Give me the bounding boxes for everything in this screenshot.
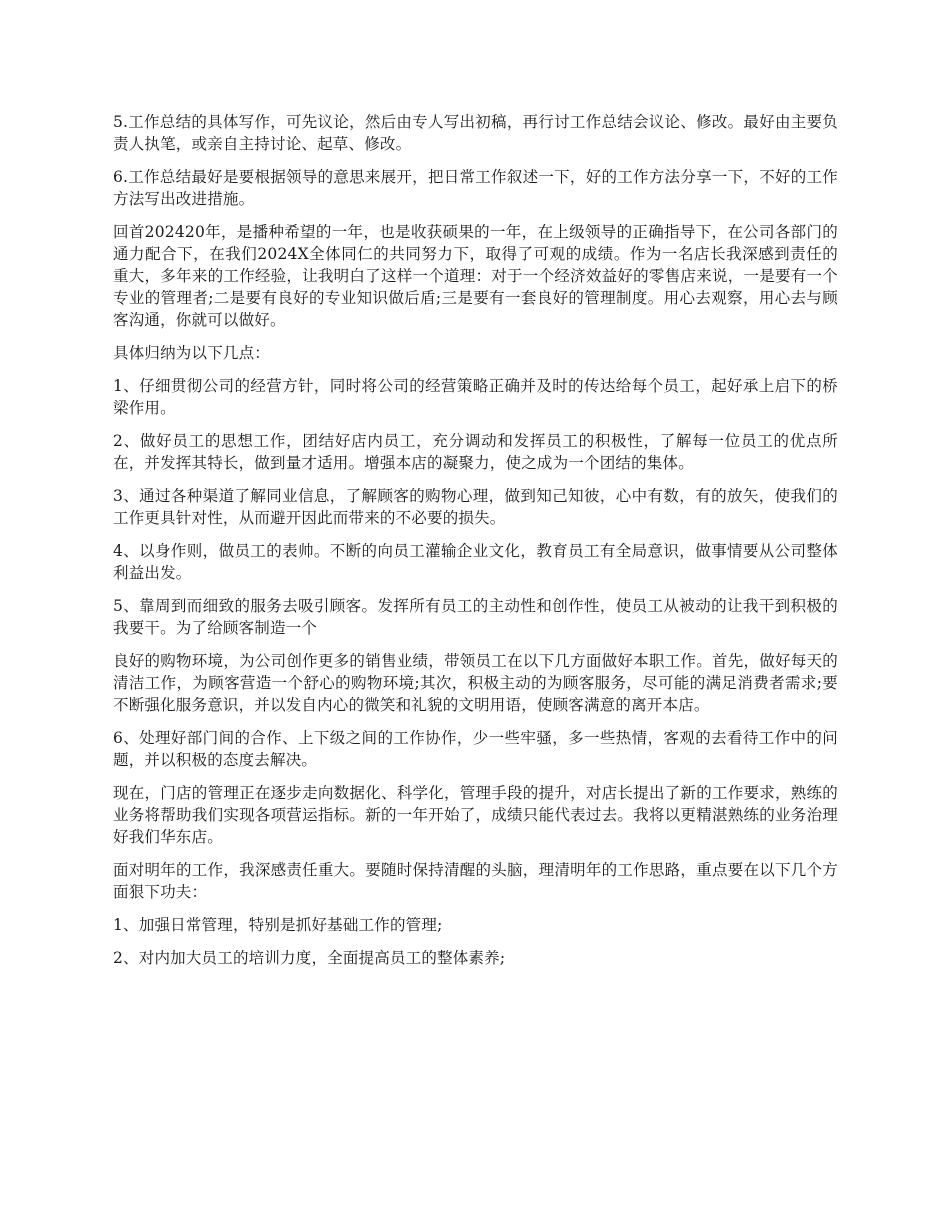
- list-item-cooperation: 6、处理好部门间的合作、上下级之间的工作协作，少一些牢骚，多一些热情，客观的去看待工作中的问题，并以积极的态度去解决。: [113, 729, 838, 769]
- list-item-staff-training: 2、对内加大员工的培训力度，全面提高员工的整体素养;: [113, 949, 506, 967]
- paragraph-store-management: 现在，门店的管理正在逐步走向数据化、科学化，管理手段的提升，对店长提出了新的工作要求，熟练的业务将帮助我们实现各项营运指标。新的一年开始了，成绩只能代表过去。我将以更精湛熟练的业务治理好我们华东店。: [113, 784, 838, 846]
- list-item-staff-morale: 2、做好员工的思想工作，团结好店内员工，充分调动和发挥员工的积极性，了解每一位员工的优点所在，并发挥其特长，做到量才适用。增强本店的凝聚力，使之成为一个团结的集体。: [113, 432, 838, 472]
- list-item-customer-service: 5、靠周到而细致的服务去吸引顾客。发挥所有员工的主动性和创作性，使员工从被动的让我干到积极的我要干。为了给顾客制造一个: [113, 597, 838, 637]
- paragraph-writing-process: 5.工作总结的具体写作，可先议论，然后由专人写出初稿，再行讨工作总结会议论、修改。最好由主要负责人执笔，或亲自主持讨论、起草、修改。: [113, 113, 838, 153]
- list-item-market-info: 3、通过各种渠道了解同业信息，了解顾客的购物心理，做到知己知彼，心中有数，有的放矢，使我们的工作更具针对性，从而避开因此而带来的不必要的损失。: [113, 487, 838, 527]
- paragraph-year-review: 回首202420年，是播种希望的一年，也是收获硕果的一年，在上级领导的正确指导下，在公司各部门的通力配合下，在我们2024X全体同仁的共同努力下，取得了可观的成绩。作为一名店长我深感到责任的重大，多年来的工作经验，让我明白了这样一个道理：对于一个经济效益好的零售店来说，一是要有一个专业的管理者;二是要有良好的专业知识做后盾;三是要有一套良好的管理制度。用心去观察，用心去与顾客沟通，你就可以做好。: [113, 223, 838, 329]
- paragraph-leadership-intent: 6.工作总结最好是要根据领导的意思来展开，把日常工作叙述一下，好的工作方法分享一下，不好的工作方法写出改进措施。: [113, 168, 838, 208]
- document-page: [113, 111, 838, 980]
- paragraph-next-year: 面对明年的工作，我深感责任重大。要随时保持清醒的头脑，理清明年的工作思路，重点要在以下几个方面狠下功夫：: [113, 861, 838, 901]
- list-item-daily-management: 1、加强日常管理，特别是抓好基础工作的管理;: [113, 916, 443, 934]
- paragraph-shopping-environment: 良好的购物环境，为公司创作更多的销售业绩，带领员工在以下几方面做好本职工作。首先，做好每天的清洁工作，为顾客营造一个舒心的购物环境;其次，积极主动的为顾客服务，尽可能的满足消费者需求;要不断强化服务意识，并以发自内心的微笑和礼貌的文明用语，使顾客满意的离开本店。: [113, 652, 838, 714]
- list-item-lead-by-example: 4、以身作则，做员工的表帅。不断的向员工灌输企业文化，教育员工有全局意识，做事情要从公司整体利益出发。: [113, 542, 838, 582]
- list-item-policy: 1、仔细贯彻公司的经营方针，同时将公司的经营策略正确并及时的传达给每个员工，起好承上启下的桥梁作用。: [113, 377, 838, 417]
- paragraph-summary-intro: 具体归纳为以下几点：: [113, 344, 271, 362]
